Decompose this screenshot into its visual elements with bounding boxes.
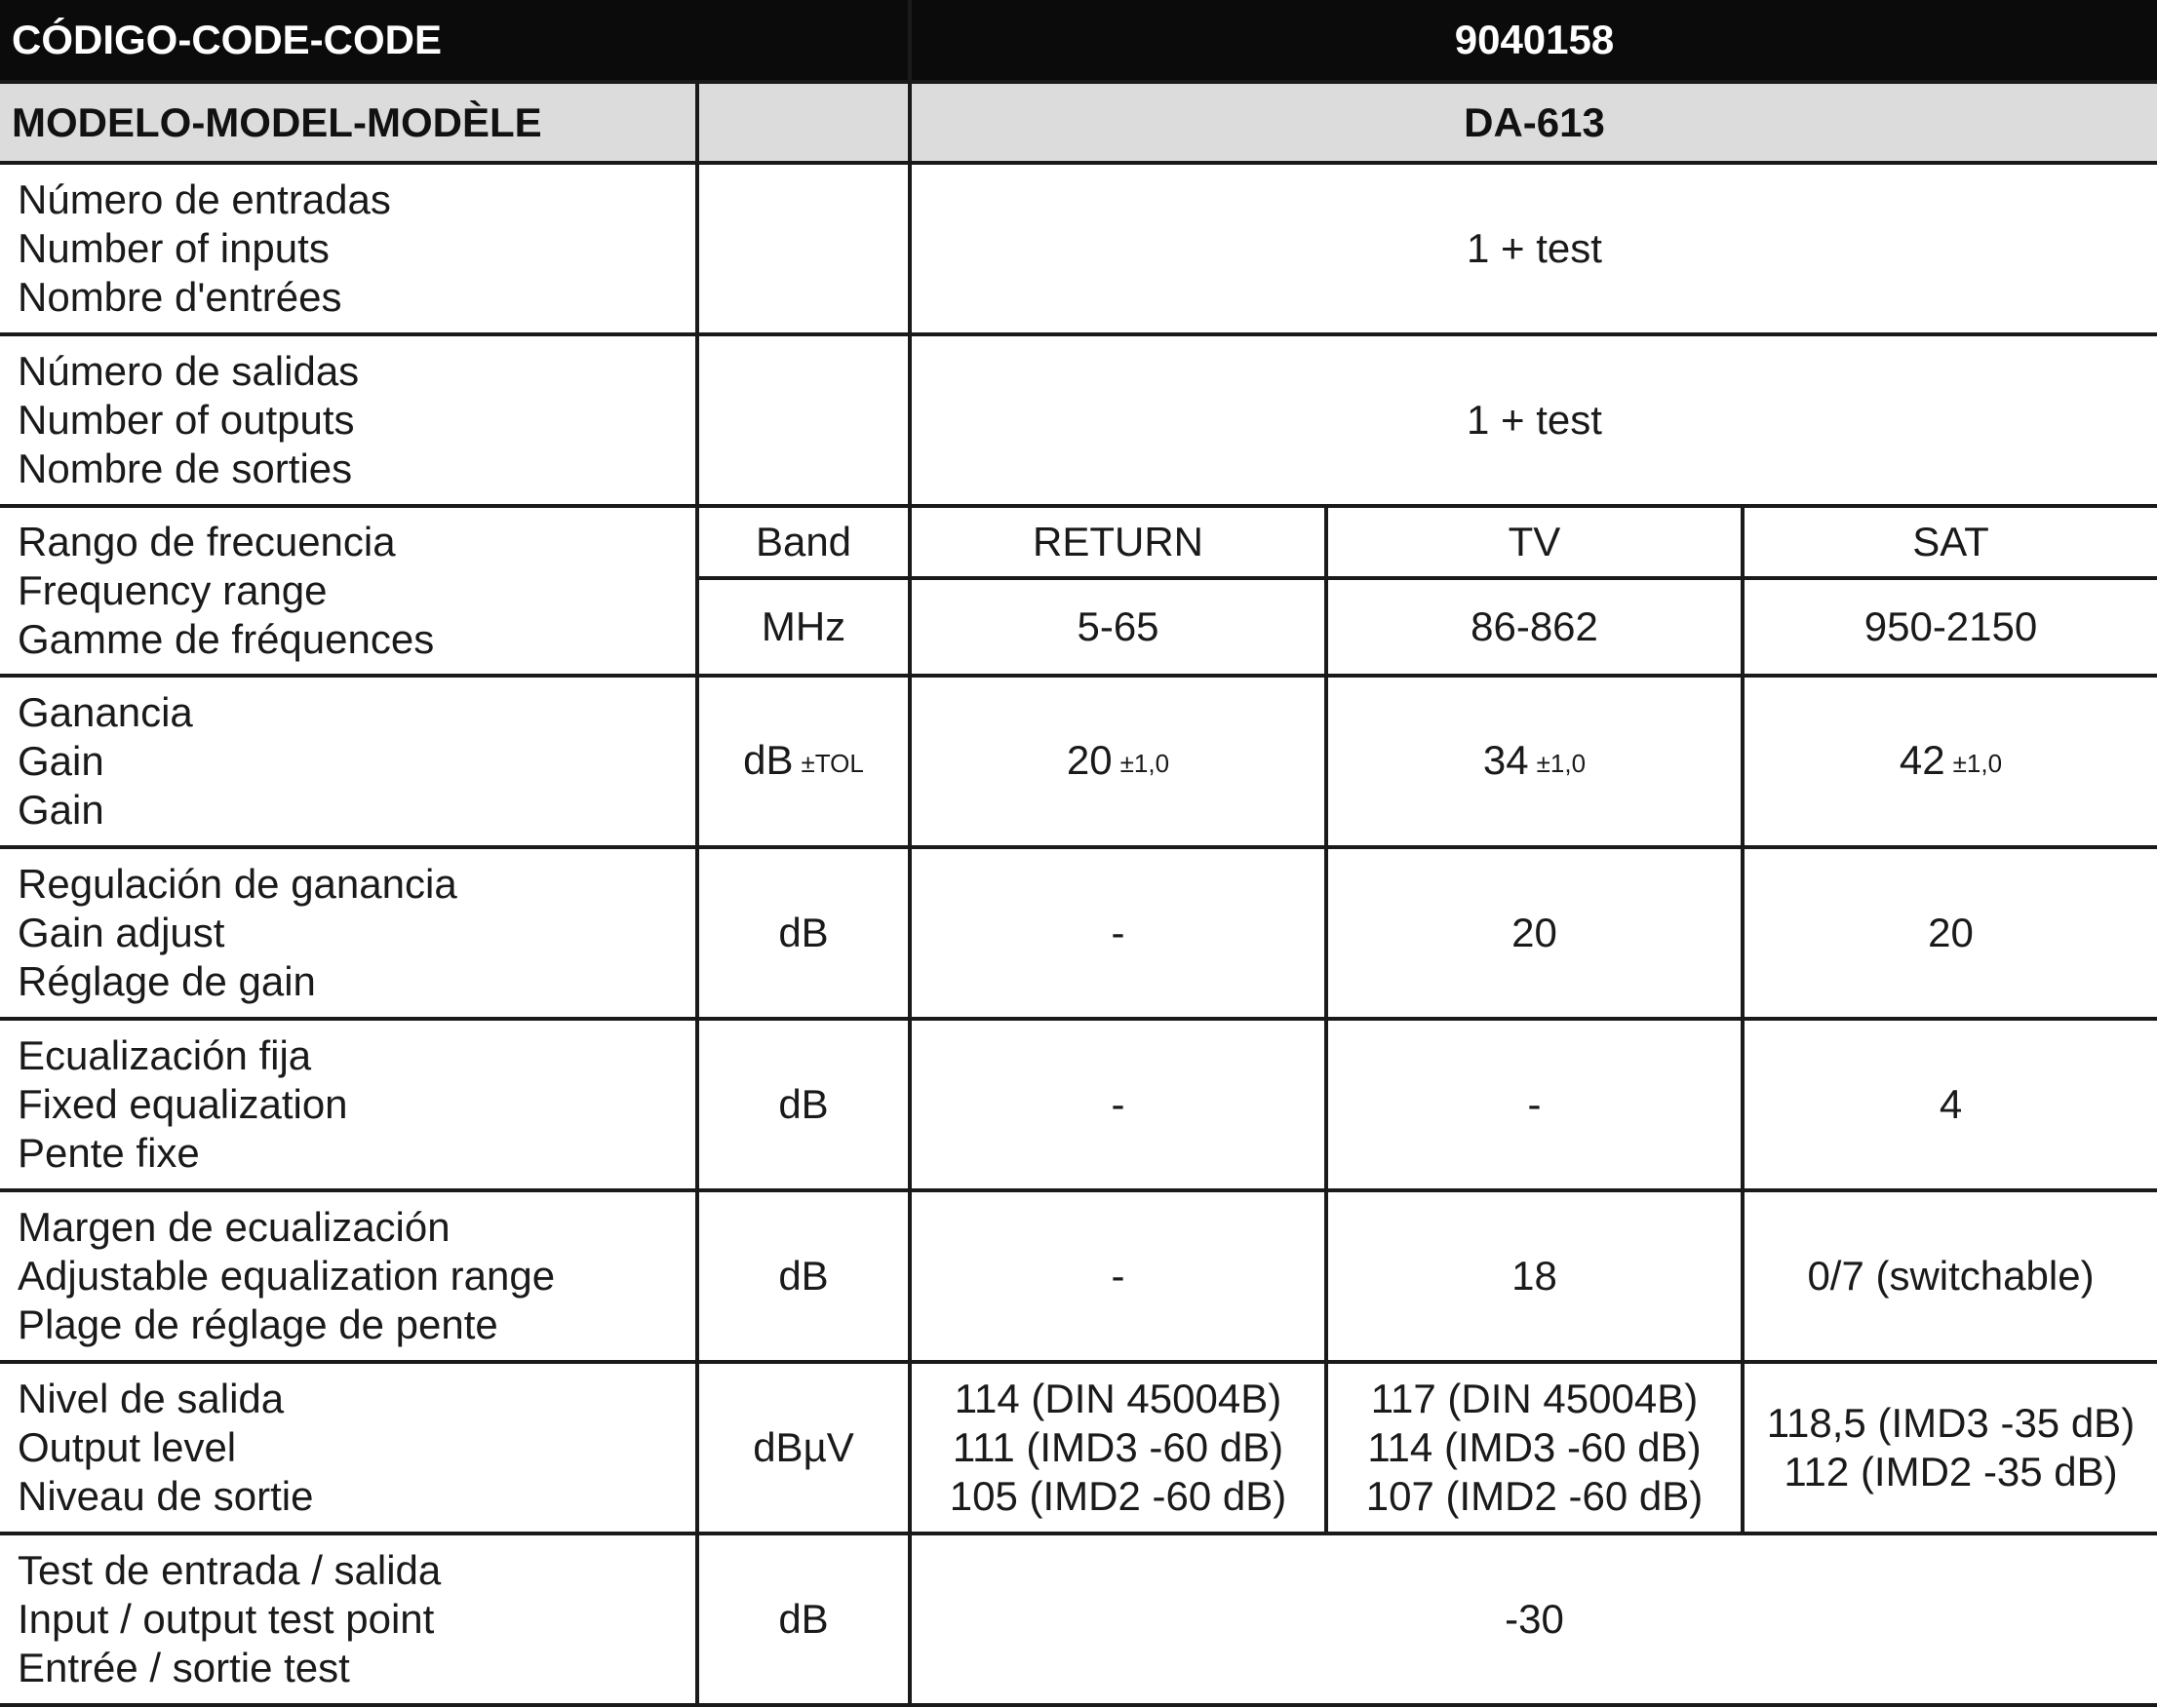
mhz-unit: MHz — [697, 578, 910, 676]
test-row — [0, 1533, 2157, 1705]
fixed-eq-tv: - — [1326, 1019, 1743, 1190]
label-es: Margen de ecualización — [18, 1204, 451, 1250]
label-es: Nivel de salida — [18, 1376, 285, 1421]
label-en: Number of outputs — [18, 397, 355, 443]
gain-adjust-row — [0, 847, 2157, 1019]
output-line: 107 (IMD2 -60 dB) — [1365, 1473, 1704, 1519]
model-unit-cell — [697, 82, 910, 163]
band-return: RETURN — [910, 506, 1326, 578]
fixed-eq-label — [0, 1019, 697, 1190]
label-fr: Gain — [18, 787, 104, 833]
output-line: 105 (IMD2 -60 dB) — [949, 1473, 1287, 1519]
label-en: Gain adjust — [18, 910, 225, 955]
gain-unit — [697, 676, 910, 847]
gain-value: 20 — [1066, 736, 1113, 783]
range-tv: 86-862 — [1326, 578, 1743, 676]
output-level-sat — [1743, 1362, 2157, 1533]
label-en: Input / output test point — [18, 1596, 435, 1642]
label-fr: Nombre de sorties — [18, 446, 353, 491]
label-fr: Niveau de sortie — [18, 1473, 314, 1519]
outputs-value: 1 + test — [910, 334, 2157, 506]
gain-adjust-unit: dB — [697, 847, 910, 1019]
outputs-label — [0, 334, 697, 506]
inputs-value: 1 + test — [910, 163, 2157, 334]
label-fr: Gamme de fréquences — [18, 616, 435, 662]
test-value: -30 — [910, 1533, 2157, 1705]
output-line: 114 (IMD3 -60 dB) — [1367, 1424, 1702, 1470]
fixed-eq-sat: 4 — [1743, 1019, 2157, 1190]
gain-return — [910, 676, 1326, 847]
gain-value: 34 — [1482, 736, 1529, 783]
label-en: Fixed equalization — [18, 1081, 348, 1127]
label-fr: Pente fixe — [18, 1130, 200, 1176]
eq-range-row — [0, 1190, 2157, 1362]
gain-value: 42 — [1899, 736, 1945, 783]
label-es: Número de salidas — [18, 348, 360, 394]
band-sat: SAT — [1743, 506, 2157, 578]
label-fr: Nombre d'entrées — [18, 274, 342, 320]
eq-range-unit: dB — [697, 1190, 910, 1362]
label-en: Frequency range — [18, 567, 328, 613]
test-label — [0, 1533, 697, 1705]
gain-tol: ±1,0 — [1536, 748, 1587, 778]
output-level-label — [0, 1362, 697, 1533]
fixed-eq-unit: dB — [697, 1019, 910, 1190]
band-tv: TV — [1326, 506, 1743, 578]
band-unit: Band — [697, 506, 910, 578]
label-es: Ecualización fija — [18, 1032, 312, 1078]
label-es: Número de entradas — [18, 176, 391, 222]
output-line: 117 (DIN 45004B) — [1370, 1376, 1699, 1421]
output-line: 112 (IMD2 -35 dB) — [1784, 1449, 2118, 1494]
label-fr: Entrée / sortie test — [18, 1645, 350, 1690]
inputs-row — [0, 163, 2157, 334]
label-en: Adjustable equalization range — [18, 1253, 556, 1299]
band-row — [0, 506, 2157, 578]
gain-adjust-sat: 20 — [1743, 847, 2157, 1019]
gain-sat — [1743, 676, 2157, 847]
gain-tol: ±1,0 — [1119, 748, 1170, 778]
gain-label — [0, 676, 697, 847]
fixed-eq-return: - — [910, 1019, 1326, 1190]
output-level-row — [0, 1362, 2157, 1533]
unit-text: dB — [743, 736, 794, 783]
test-unit: dB — [697, 1533, 910, 1705]
gain-adjust-label — [0, 847, 697, 1019]
model-label: MODELO-MODEL-MODÈLE — [0, 82, 697, 163]
label-en: Output level — [18, 1424, 237, 1470]
range-return: 5-65 — [910, 578, 1326, 676]
outputs-unit — [697, 334, 910, 506]
output-line: 111 (IMD3 -60 dB) — [952, 1424, 1284, 1470]
fixed-eq-row — [0, 1019, 2157, 1190]
inputs-label — [0, 163, 697, 334]
outputs-row — [0, 334, 2157, 506]
gain-row — [0, 676, 2157, 847]
eq-range-label — [0, 1190, 697, 1362]
eq-range-return: - — [910, 1190, 1326, 1362]
model-row — [0, 82, 2157, 163]
label-fr: Plage de réglage de pente — [18, 1301, 498, 1347]
label-es: Test de entrada / salida — [18, 1547, 442, 1593]
gain-adjust-return: - — [910, 847, 1326, 1019]
eq-range-tv: 18 — [1326, 1190, 1743, 1362]
frequency-label — [0, 506, 697, 676]
eq-range-sat: 0/7 (switchable) — [1743, 1190, 2157, 1362]
output-level-return — [910, 1362, 1326, 1533]
label-es: Regulación de ganancia — [18, 861, 457, 907]
range-sat: 950-2150 — [1743, 578, 2157, 676]
label-fr: Réglage de gain — [18, 958, 316, 1004]
label-en: Gain — [18, 738, 104, 784]
unit-sub: ±TOL — [801, 748, 864, 778]
inputs-unit — [697, 163, 910, 334]
gain-adjust-tv: 20 — [1326, 847, 1743, 1019]
label-en: Number of inputs — [18, 225, 330, 271]
code-value: 9040158 — [910, 0, 2157, 82]
output-line: 114 (DIN 45004B) — [954, 1376, 1282, 1421]
label-es: Rango de frecuencia — [18, 519, 396, 564]
output-level-tv — [1326, 1362, 1743, 1533]
code-row — [0, 0, 2157, 82]
label-es: Ganancia — [18, 689, 193, 735]
output-line: 118,5 (IMD3 -35 dB) — [1766, 1400, 2136, 1446]
model-value: DA-613 — [910, 82, 2157, 163]
code-label: CÓDIGO-CODE-CODE — [0, 0, 910, 82]
gain-tol: ±1,0 — [1952, 748, 2003, 778]
gain-tv — [1326, 676, 1743, 847]
output-level-unit: dBµV — [697, 1362, 910, 1533]
